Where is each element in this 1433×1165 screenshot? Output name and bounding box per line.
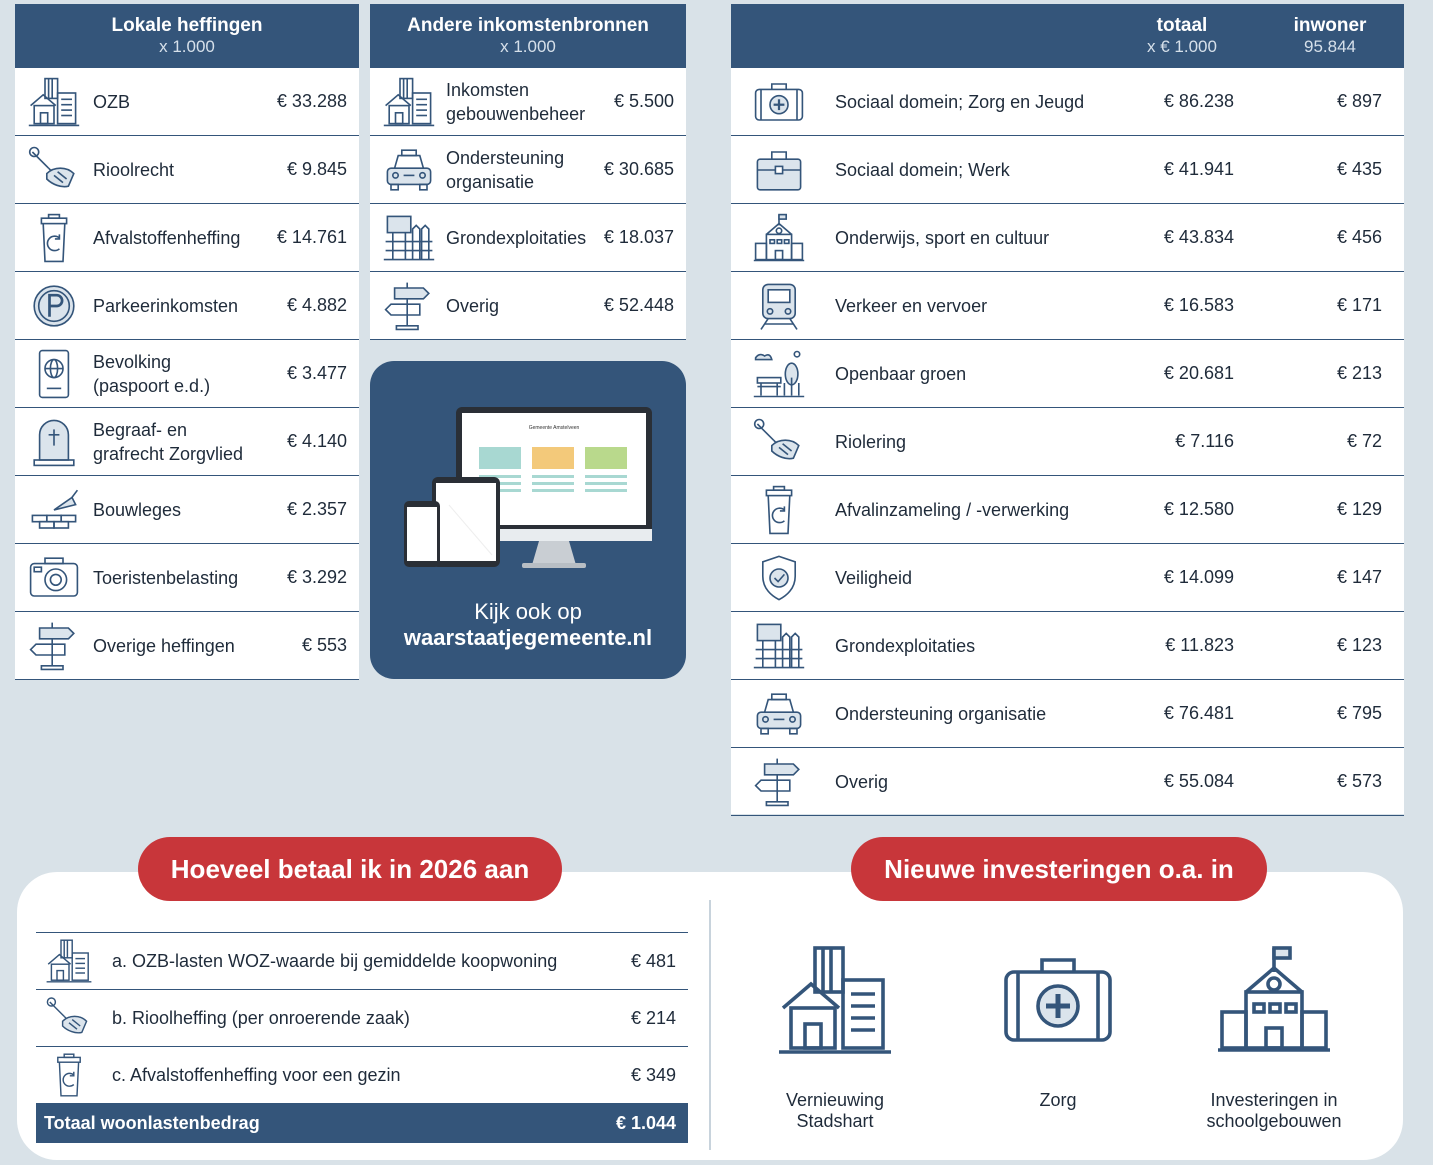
svg-text:Gemeente Amstelveen: Gemeente Amstelveen — [528, 425, 580, 431]
andere-value: € 30.685 — [603, 159, 674, 179]
recycle-bin-icon — [25, 210, 83, 266]
andere-value: € 52.448 — [603, 295, 674, 315]
lokale-value: € 33.288 — [276, 91, 347, 111]
woonlasten-total-label: Totaal woonlastenbedrag — [44, 1112, 260, 1133]
brick-trowel-icon — [25, 482, 83, 538]
uitgaven-label: Riolering — [835, 431, 907, 452]
land-sign-icon — [380, 210, 438, 266]
lokale-row — [15, 544, 359, 612]
lokale-label: Overige heffingen — [93, 635, 235, 656]
uitgaven-label: Ondersteuning organisatie — [835, 703, 1047, 724]
first-aid-kit-icon — [968, 940, 1148, 1090]
investering-item — [968, 940, 1148, 1111]
lokale-row — [15, 612, 359, 680]
woonlasten-total-value: € 1.044 — [615, 1112, 676, 1133]
promo-line-1: Kijk ook op — [474, 599, 582, 624]
andere-label: Inkomsten gebouwenbeheer — [446, 79, 586, 124]
uitgaven-header — [731, 4, 1404, 68]
uitgaven-label: Verkeer en vervoer — [835, 295, 988, 316]
uitgaven-totaal: € 11.823 — [1165, 635, 1234, 655]
woonlasten-row — [36, 1046, 688, 1103]
recycle-bin-icon — [36, 1051, 102, 1099]
woonlasten-label: c. Afvalstoffenheffing voor een gezin — [112, 1064, 401, 1085]
lokale-row — [15, 408, 359, 476]
lokale-label: Toeristenbelasting — [93, 567, 239, 588]
lokale-label: OZB — [93, 91, 131, 112]
school-icon — [731, 210, 827, 266]
uitgaven-row — [731, 340, 1404, 408]
investering-item — [745, 940, 925, 1132]
lokale-row — [15, 272, 359, 340]
woonlasten-label: b. Rioolheffing (per onroerende zaak) — [112, 1007, 410, 1028]
andere-value: € 18.037 — [603, 227, 674, 247]
investering-item — [1184, 940, 1364, 1132]
andere-row — [370, 136, 686, 204]
lokale-value: € 14.761 — [276, 227, 347, 247]
andere-inkomsten-unit: x 1.000 — [500, 37, 556, 56]
uitgaven-totaal: € 86.238 — [1163, 91, 1234, 111]
promo-website-link[interactable]: waarstaatjegemeente.nl — [403, 625, 653, 650]
uitgaven-row — [731, 544, 1404, 612]
col-inwoner-count: 95.844 — [1304, 37, 1356, 56]
uitgaven-per-inwoner: € 171 — [1336, 295, 1382, 315]
lokale-value: € 2.357 — [286, 499, 347, 519]
lokale-row — [15, 476, 359, 544]
land-sign-icon — [731, 618, 827, 674]
uitgaven-per-inwoner: € 897 — [1336, 91, 1382, 111]
plumber-hand-icon — [36, 994, 102, 1042]
woonlasten-value: € 214 — [630, 1007, 676, 1028]
lokale-row — [15, 68, 359, 136]
col-totaal-unit: x € 1.000 — [1147, 37, 1217, 56]
uitgaven-per-inwoner: € 213 — [1336, 363, 1382, 383]
lokale-heffingen-header — [15, 4, 359, 68]
uitgaven-label: Afvalinzameling / -verwerking — [835, 499, 1070, 520]
uitgaven-totaal: € 12.580 — [1163, 499, 1234, 519]
lokale-value: € 3.292 — [286, 567, 347, 587]
recycle-bin-icon — [731, 482, 827, 538]
school-icon — [1184, 940, 1364, 1090]
andere-label: Grondexploitaties — [446, 227, 587, 248]
uitgaven-row — [731, 204, 1404, 272]
plumber-hand-icon — [25, 142, 83, 198]
uitgaven-row — [731, 612, 1404, 680]
building-icon — [380, 74, 438, 130]
uitgaven-row — [731, 476, 1404, 544]
col-inwoner-title: inwoner — [1293, 15, 1367, 36]
uitgaven-label: Grondexploitaties — [835, 635, 976, 656]
building-icon — [745, 940, 925, 1090]
signpost-icon — [731, 754, 827, 810]
lokale-value: € 4.882 — [286, 295, 347, 315]
uitgaven-totaal: € 16.583 — [1163, 295, 1234, 315]
uitgaven-label: Overig — [835, 771, 889, 792]
woonlasten-label: a. OZB-lasten WOZ-waarde bij gemiddelde koopwoning — [112, 950, 558, 971]
investering-label: Investeringen in schoolgebouwen — [1206, 1090, 1342, 1131]
plumber-hand-icon — [731, 414, 827, 470]
lokale-heffingen-table — [15, 4, 359, 680]
andere-value: € 5.500 — [613, 91, 674, 111]
uitgaven-row — [731, 68, 1404, 136]
uitgaven-totaal: € 7.116 — [1175, 431, 1234, 451]
lokale-label: Afvalstoffenheffing — [93, 227, 241, 248]
lokale-label: Parkeerinkomsten — [93, 295, 239, 316]
uitgaven-row — [731, 680, 1404, 748]
lokale-value: € 4.140 — [286, 431, 347, 451]
investering-label: Zorg — [1039, 1090, 1077, 1110]
woonlasten-value: € 349 — [630, 1064, 676, 1085]
camera-icon — [25, 550, 83, 606]
uitgaven-per-inwoner: € 129 — [1336, 499, 1382, 519]
lokale-row — [15, 136, 359, 204]
woonlasten-table — [36, 932, 688, 1143]
uitgaven-totaal: € 43.834 — [1163, 227, 1234, 247]
col-totaal-title: totaal — [1156, 15, 1208, 36]
car-icon — [380, 142, 438, 198]
uitgaven-per-inwoner: € 795 — [1336, 703, 1382, 723]
lokale-label: Begraaf- en grafrecht Zorgvlied — [93, 419, 244, 464]
uitgaven-label: Onderwijs, sport en cultuur — [835, 227, 1050, 248]
lokale-label: Bouwleges — [93, 499, 182, 520]
lokale-value: € 9.845 — [286, 159, 347, 179]
col-inwoner-header — [1256, 15, 1404, 57]
uitgaven-label: Sociaal domein; Werk — [835, 159, 1010, 180]
divider — [709, 900, 711, 1150]
lokale-value: € 3.477 — [286, 363, 347, 383]
lokale-label: Bevolking (paspoort e.d.) — [93, 351, 211, 396]
woonlasten-value: € 481 — [630, 950, 676, 971]
uitgaven-per-inwoner: € 147 — [1336, 567, 1382, 587]
investeringen-title: Nieuwe investeringen o.a. in — [851, 837, 1267, 901]
woonlasten-total-row — [36, 1103, 688, 1143]
gravestone-icon — [25, 414, 83, 470]
first-aid-kit-icon — [731, 74, 827, 130]
uitgaven-totaal: € 76.481 — [1163, 703, 1234, 723]
woonlasten-row — [36, 932, 688, 989]
uitgaven-label: Veiligheid — [835, 567, 913, 588]
uitgaven-totaal: € 41.941 — [1163, 159, 1234, 179]
uitgaven-row — [731, 408, 1404, 476]
park-bench-icon — [731, 346, 827, 402]
toolbox-icon — [731, 142, 827, 198]
uitgaven-totaal: € 20.681 — [1163, 363, 1234, 383]
lokale-heffingen-title: Lokale heffingen — [111, 15, 263, 36]
uitgaven-per-inwoner: € 72 — [1346, 431, 1382, 451]
shield-icon — [731, 550, 827, 606]
building-icon — [36, 937, 102, 985]
uitgaven-row — [731, 748, 1404, 816]
andere-inkomsten-title: Andere inkomstenbronnen — [407, 15, 649, 36]
uitgaven-per-inwoner: € 456 — [1336, 227, 1382, 247]
andere-row — [370, 272, 686, 340]
parking-icon — [25, 278, 83, 334]
lokale-row — [15, 340, 359, 408]
investering-label: Vernieuwing Stadshart — [785, 1090, 885, 1131]
betaal-title: Hoeveel betaal ik in 2026 aan — [138, 837, 562, 901]
lokale-row — [15, 204, 359, 272]
andere-inkomsten-table — [370, 4, 686, 340]
lokale-label: Rioolrecht — [93, 159, 175, 180]
passport-icon — [25, 346, 83, 402]
signpost-icon — [25, 618, 83, 674]
uitgaven-totaal: € 55.084 — [1163, 771, 1234, 791]
uitgaven-label: Sociaal domein; Zorg en Jeugd — [835, 91, 1085, 112]
devices-illustration — [404, 405, 654, 575]
andere-label: Ondersteuning organisatie — [446, 147, 565, 192]
uitgaven-row — [731, 136, 1404, 204]
uitgaven-row — [731, 272, 1404, 340]
lokale-heffingen-unit: x 1.000 — [159, 37, 215, 56]
lokale-value: € 553 — [301, 635, 347, 655]
building-icon — [25, 74, 83, 130]
uitgaven-table — [731, 4, 1404, 814]
promo-card[interactable] — [370, 361, 686, 679]
train-icon — [731, 278, 827, 334]
car-icon — [731, 686, 827, 742]
col-totaal-header — [1108, 15, 1256, 57]
uitgaven-label: Openbaar groen — [835, 363, 967, 384]
andere-label: Overig — [446, 295, 500, 316]
andere-inkomsten-header — [370, 4, 686, 68]
uitgaven-totaal: € 14.099 — [1163, 567, 1234, 587]
woonlasten-row — [36, 989, 688, 1046]
uitgaven-per-inwoner: € 123 — [1336, 635, 1382, 655]
uitgaven-per-inwoner: € 435 — [1336, 159, 1382, 179]
uitgaven-per-inwoner: € 573 — [1336, 771, 1382, 791]
andere-row — [370, 204, 686, 272]
signpost-icon — [380, 278, 438, 334]
andere-row — [370, 68, 686, 136]
